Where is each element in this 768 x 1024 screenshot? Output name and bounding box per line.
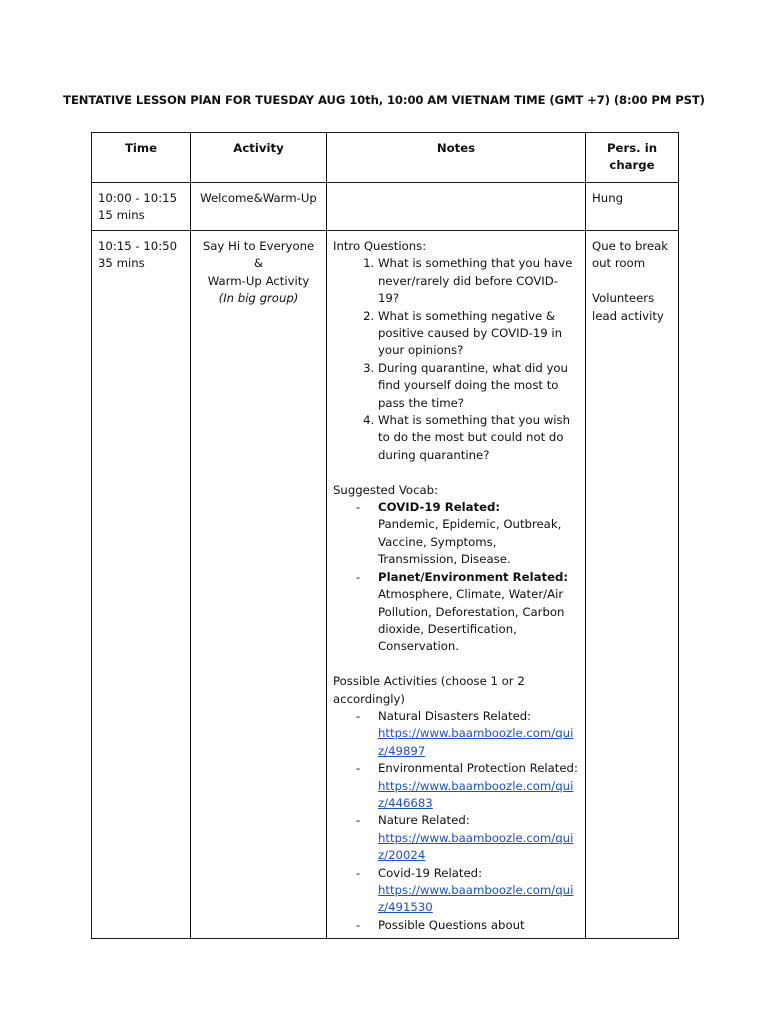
- person-cell: [586, 231, 679, 939]
- vocab-label: - COVID-19 Related:: [378, 500, 501, 515]
- header-person: Pers. in charge: [586, 133, 679, 183]
- notes-cell: [327, 231, 586, 939]
- activity-label: - Possible Questions about: [378, 917, 525, 932]
- activity-label: - Covid-19 Related:: [378, 865, 483, 880]
- list-item: [378, 499, 579, 569]
- time-cell: [92, 183, 191, 231]
- intro-heading: Intro Questions:: [333, 239, 427, 253]
- person-task: Que to break out room: [592, 239, 669, 271]
- activities-heading: Possible Activities (choose 1 or 2 accordingly): [333, 674, 525, 706]
- activities-list: [333, 708, 579, 934]
- table-row: [92, 231, 679, 939]
- vocab-words: Atmosphere, Climate, Water/Air Pollution, Deforestation, Carbon dioxide, Desertification, Conservation.: [378, 587, 565, 654]
- vocab-heading: Suggested Vocab:: [333, 482, 439, 497]
- quiz-link[interactable]: https://www.baamboozle.com/quiz/491530: [378, 883, 574, 915]
- list-item: [378, 812, 579, 864]
- person-cell: [586, 183, 679, 231]
- intro-questions-list: [333, 255, 579, 464]
- header-time: Time: [92, 133, 191, 183]
- list-item: [378, 708, 579, 760]
- notes-cell: [327, 183, 586, 231]
- header-activity: Activity: [191, 133, 327, 183]
- activity-label: - Natural Disasters Related:: [378, 708, 532, 723]
- activity-label: - Environmental Protection Related:: [378, 761, 578, 776]
- quiz-link[interactable]: https://www.baamboozle.com/quiz/446683: [378, 778, 574, 810]
- duration: 35 mins: [98, 256, 145, 271]
- list-item: [378, 569, 579, 656]
- person-task: Volunteers lead activity: [592, 291, 664, 323]
- table-header-row: [92, 133, 679, 183]
- time-range: 10:15 - 10:50: [98, 239, 178, 253]
- header-notes: Notes: [327, 133, 586, 183]
- quiz-link[interactable]: https://www.baamboozle.com/quiz/20024: [378, 830, 574, 863]
- list-item: [378, 865, 579, 917]
- duration: 15 mins: [98, 208, 145, 223]
- activity-name: Welcome&Warm-Up: [200, 191, 317, 205]
- list-item: [378, 760, 579, 812]
- time-cell: [92, 231, 191, 939]
- activity-line: &: [253, 256, 264, 271]
- list-item: 1. What is something that you have never/rarely did before COVID-19?: [378, 255, 579, 307]
- list-item: 3. During quarantine, what did you find yourself doing the most to pass the time?: [378, 360, 579, 412]
- table-row: [92, 183, 679, 231]
- lesson-plan-table: [91, 132, 679, 939]
- vocab-list: [333, 499, 579, 656]
- vocab-words: Pandemic, Epidemic, Outbreak, Vaccine, Symptoms, Transmission, Disease.: [378, 517, 562, 567]
- person-name: Hung: [592, 191, 624, 205]
- list-item: 2. What is something negative & positive caused by COVID-19 in your opinions?: [378, 308, 579, 360]
- time-range: 10:00 - 10:15: [98, 191, 178, 205]
- quiz-link[interactable]: https://www.baamboozle.com/quiz/49897: [378, 726, 574, 758]
- activity-cell: [191, 231, 327, 939]
- activity-line: Warm-Up Activity: [207, 273, 310, 288]
- list-item: [378, 917, 579, 934]
- activity-label: - Nature Related:: [378, 813, 470, 828]
- activity-note: (In big group): [218, 291, 299, 306]
- activity-cell: [191, 183, 327, 231]
- vocab-label: - Planet/Environment Related:: [378, 569, 569, 584]
- list-item: 4. What is something that you wish to do the most but could not do during quarantine?: [378, 412, 579, 464]
- activity-line: Say Hi to Everyone: [202, 239, 315, 253]
- page-title: TENTATIVE LESSON PlAN FOR TUESDAY AUG 10th, 10:00 AM VIETNAM TIME (GMT +7) (8:00 PM PST): [63, 93, 705, 107]
